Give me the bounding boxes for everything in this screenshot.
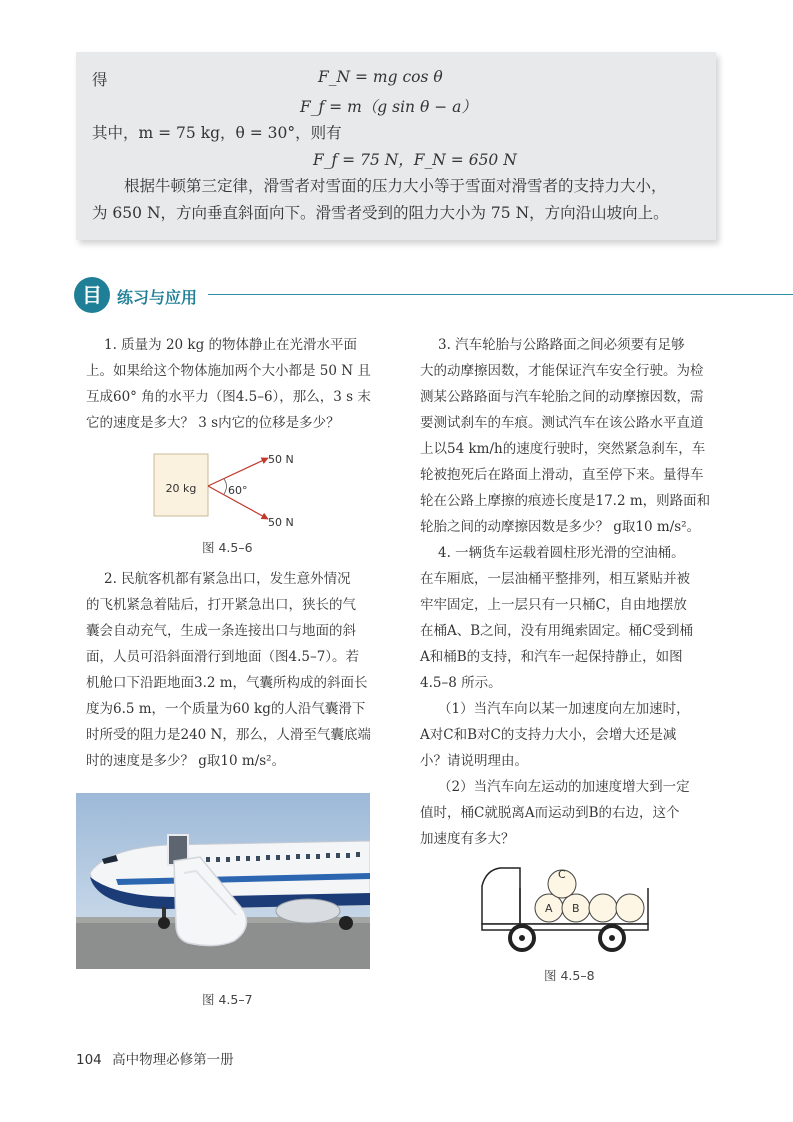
problem-1-line: 互成60° 角的水平力（图4.5–6），那么，3 s 末 bbox=[86, 389, 371, 405]
problem-3-line: 轮在公路上摩擦的痕迹长度是17.2 m，则路面和 bbox=[420, 493, 711, 509]
problem-3-line: 上以54 km/h的速度行驶时，突然紧急刹车，车 bbox=[420, 441, 706, 457]
problem-3-line: 轮被抱死后在路面上滑动，直至停下来。量得车 bbox=[420, 467, 704, 483]
force-label-bottom: 50 N bbox=[268, 516, 294, 529]
equation-friction-force: F_f = m（g sin θ − a） bbox=[300, 98, 477, 116]
problem-4-line: 牢牢固定，上一层只有一只桶C，自由地摆放 bbox=[420, 597, 687, 613]
problem-2-line: 时所受的阻力是240 N，那么，人滑至气囊底端 bbox=[86, 727, 371, 743]
page-number: 104 bbox=[76, 1052, 102, 1068]
mass-label: 20 kg bbox=[165, 482, 197, 495]
problem-3-line: 测某公路路面与汽车轮胎之间的动摩擦因数，需 bbox=[420, 389, 704, 405]
figure-caption-4-5-8: 图 4.5–8 bbox=[544, 968, 595, 983]
force-arrow-top bbox=[208, 458, 268, 486]
figure-caption-4-5-7: 图 4.5–7 bbox=[202, 992, 253, 1007]
problem-4-line: 4.5–8 所示。 bbox=[420, 675, 502, 691]
problem-3-line: 轮胎之间的动摩擦因数是多少？ g取10 m/s²。 bbox=[420, 519, 701, 535]
solution-given: 其中，m = 75 kg，θ = 30°，则有 bbox=[92, 124, 342, 142]
problem-1-line: 上。如果给这个物体施加两个大小都是 50 N 且 bbox=[86, 363, 371, 379]
book-title: 高中物理必修第一册 bbox=[112, 1052, 234, 1068]
section-title: 练习与应用 bbox=[117, 288, 198, 307]
problem-4-line: 4. 一辆货车运载着圆柱形光滑的空油桶。 bbox=[438, 545, 685, 561]
problem-3-line: 要测试刹车的车痕。测试汽车在该公路水平直道 bbox=[420, 415, 704, 431]
problem-4-line: A和桶B的支持，和汽车一起保持静止，如图 bbox=[420, 649, 683, 665]
problem-2-line: 度为6.5 m，一个质量为60 kg的人沿气囊滑下 bbox=[86, 701, 366, 717]
barrel-label-a: A bbox=[545, 902, 553, 915]
figure-4-5-6 bbox=[148, 448, 308, 533]
problem-4-line: 在车厢底，一层油桶平整排列，相互紧贴并被 bbox=[420, 571, 690, 587]
equation-results: F_f = 75 N，F_N = 650 N bbox=[313, 151, 517, 169]
problem-4-sub2-line: （2）当汽车向左运动的加速度增大到一定 bbox=[438, 779, 690, 795]
section-divider bbox=[208, 294, 793, 295]
problem-2 bbox=[86, 566, 371, 774]
problem-2-line: 2. 民航客机都有紧急出口，发生意外情况 bbox=[104, 571, 351, 587]
page-footer bbox=[76, 1048, 234, 1068]
problem-2-line: 面，人员可沿斜面滑行到地面（图4.5–7）。若 bbox=[86, 649, 360, 665]
angle-arc bbox=[224, 479, 227, 494]
solution-conclusion-1: 根据牛顿第三定律，滑雪者对雪面的压力大小等于雪面对滑雪者的支持力大小， bbox=[124, 177, 667, 195]
problem-3-line: 大的动摩擦因数，才能保证汽车安全行驶。为检 bbox=[420, 363, 704, 379]
equation-normal-force: F_N = mg cos θ bbox=[318, 68, 443, 86]
airplane-slide-photo bbox=[76, 793, 370, 969]
angle-label: 60° bbox=[228, 484, 248, 497]
problem-2-line: 时的速度是多少？ g取10 m/s²。 bbox=[86, 753, 286, 769]
truck-cab bbox=[482, 868, 520, 924]
figure-caption-4-5-6: 图 4.5–6 bbox=[202, 540, 253, 555]
solution-conclusion-2: 为 650 N，方向垂直斜面向下。滑雪者受到的阻力大小为 75 N，方向沿山坡向上。 bbox=[92, 204, 669, 222]
solution-lead: 得 bbox=[92, 71, 108, 89]
problem-3-line: 3. 汽车轮胎与公路路面之间必须要有足够 bbox=[438, 337, 685, 353]
force-label-top: 50 N bbox=[268, 453, 294, 466]
problem-2-line: 囊会自动充气，生成一条连接出口与地面的斜 bbox=[86, 623, 356, 639]
problem-4-sub1-line: 小？请说明理由。 bbox=[420, 753, 528, 769]
problem-1 bbox=[86, 332, 371, 436]
problem-4-sub2-line: 加速度有多大？ bbox=[420, 831, 515, 847]
figure-4-5-8 bbox=[478, 858, 656, 954]
problem-4-line: 在桶A、B之间，没有用绳索固定。桶C受到桶 bbox=[420, 623, 693, 639]
problem-1-line: 它的速度是多大？ 3 s内它的位移是多少？ bbox=[86, 415, 340, 431]
problem-2-line: 机舱口下沿距地面3.2 m，气囊所构成的斜面长 bbox=[86, 675, 368, 691]
barrel-label-c: C bbox=[558, 868, 566, 881]
problem-3 bbox=[420, 332, 710, 540]
barrel-label-b: B bbox=[572, 902, 580, 915]
problem-4-sub2-line: 值时，桶C就脱离A而运动到B的右边，这个 bbox=[420, 805, 680, 821]
exercise-icon: 目 bbox=[74, 277, 110, 313]
problem-1-line: 1. 质量为 20 kg 的物体静止在光滑水平面 bbox=[104, 337, 358, 353]
problem-2-line: 的飞机紧急着陆后，打开紧急出口，狭长的气 bbox=[86, 597, 356, 613]
problem-4 bbox=[420, 540, 693, 852]
problem-4-sub1-line: （1）当汽车向以某一加速度向左加速时， bbox=[438, 701, 690, 717]
problem-4-sub1-line: A对C和B对C的支持力大小，会增大还是减 bbox=[420, 727, 677, 743]
